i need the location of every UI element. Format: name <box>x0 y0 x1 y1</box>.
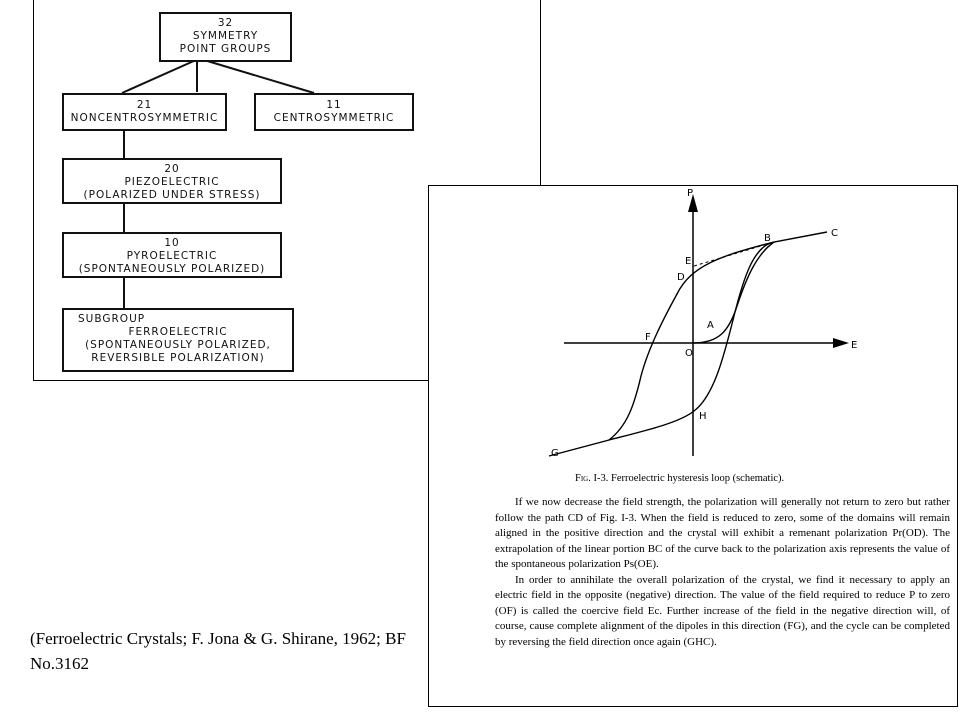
centro-label: CENTROSYMMETRIC <box>273 112 395 124</box>
noncentro-count: 21 <box>136 99 153 111</box>
root-count: 32 <box>217 17 234 29</box>
ascending-branch <box>609 242 774 440</box>
ferro-line3: (SPONTANEOUSLY POLARIZED, <box>85 339 271 351</box>
paragraph-2: In order to annihilate the overall polarization of the crystal, we find it necessary to apply an electric field in the opposite (negative) direction. The value of the field required to reduce P to zero (OF) is called the coercive field Ec. Further increase of the field in the negative direction will, of course, cause complete alignment of the dipoles in this direction (FG), and the cycle can be completed by reversing the field direction once again (GHC). <box>495 573 950 648</box>
hysteresis-loop-diagram <box>429 186 959 476</box>
noncentrosymmetric-box <box>62 93 227 131</box>
ferro-line2: FERROELECTRIC <box>128 326 228 338</box>
label-d: D <box>677 272 685 283</box>
label-a: A <box>707 320 714 331</box>
pyro-note: (SPONTANEOUSLY POLARIZED) <box>78 263 266 275</box>
root-line1: SYMMETRY <box>192 30 259 42</box>
pyro-label: PYROELECTRIC <box>126 250 218 262</box>
label-b: B <box>764 233 771 244</box>
label-o: O <box>685 348 693 359</box>
figure-caption <box>575 473 784 484</box>
label-e-axis: E <box>851 340 858 351</box>
centrosymmetric-box <box>254 93 414 131</box>
paragraph-1: If we now decrease the field strength, the polarization will generally not return to zero but rather follow the path CD of Fig. I-3. When the field is reduced to zero, some of the domains will remain aligned in the positive direction and the crystal will exhibit a remenant polarization Pr(OD). The extrapolation of the linear portion BC of the curve back to the polarization axis represents the value of the spontaneous polarization Ps(OE). <box>495 496 950 570</box>
caption-prefix: Fig. I-3. <box>575 473 609 484</box>
citation: (Ferroelectric Crystals; F. Jona & G. Shirane, 1962; BF No.3162 <box>30 629 406 673</box>
e-axis-arrow <box>833 338 849 348</box>
ferro-line1: SUBGROUP <box>78 313 146 325</box>
label-g: G <box>551 448 559 459</box>
point-groups-box <box>159 12 292 62</box>
caption-text: Ferroelectric hysteresis loop (schematic). <box>610 473 785 484</box>
hysteresis-panel <box>428 185 958 707</box>
noncentro-label: NONCENTROSYMMETRIC <box>70 112 219 124</box>
ferro-line4: REVERSIBLE POLARIZATION) <box>91 352 265 364</box>
label-e-point: E <box>685 256 692 267</box>
piezo-label: PIEZOELECTRIC <box>124 176 220 188</box>
ferroelectric-box <box>62 308 294 372</box>
piezo-note: (POLARIZED UNDER STRESS) <box>83 189 261 201</box>
pyro-count: 10 <box>164 237 180 249</box>
pyroelectric-box <box>62 232 282 278</box>
root-line2: POINT GROUPS <box>179 43 272 55</box>
body-text <box>495 495 950 650</box>
piezo-count: 20 <box>164 163 180 175</box>
label-c: C <box>831 228 838 239</box>
piezoelectric-box <box>62 158 282 204</box>
label-f: F <box>645 332 651 343</box>
label-h: H <box>699 411 707 422</box>
centro-count: 11 <box>326 99 342 111</box>
virgin-curve <box>693 242 774 343</box>
label-p: P <box>687 188 694 199</box>
